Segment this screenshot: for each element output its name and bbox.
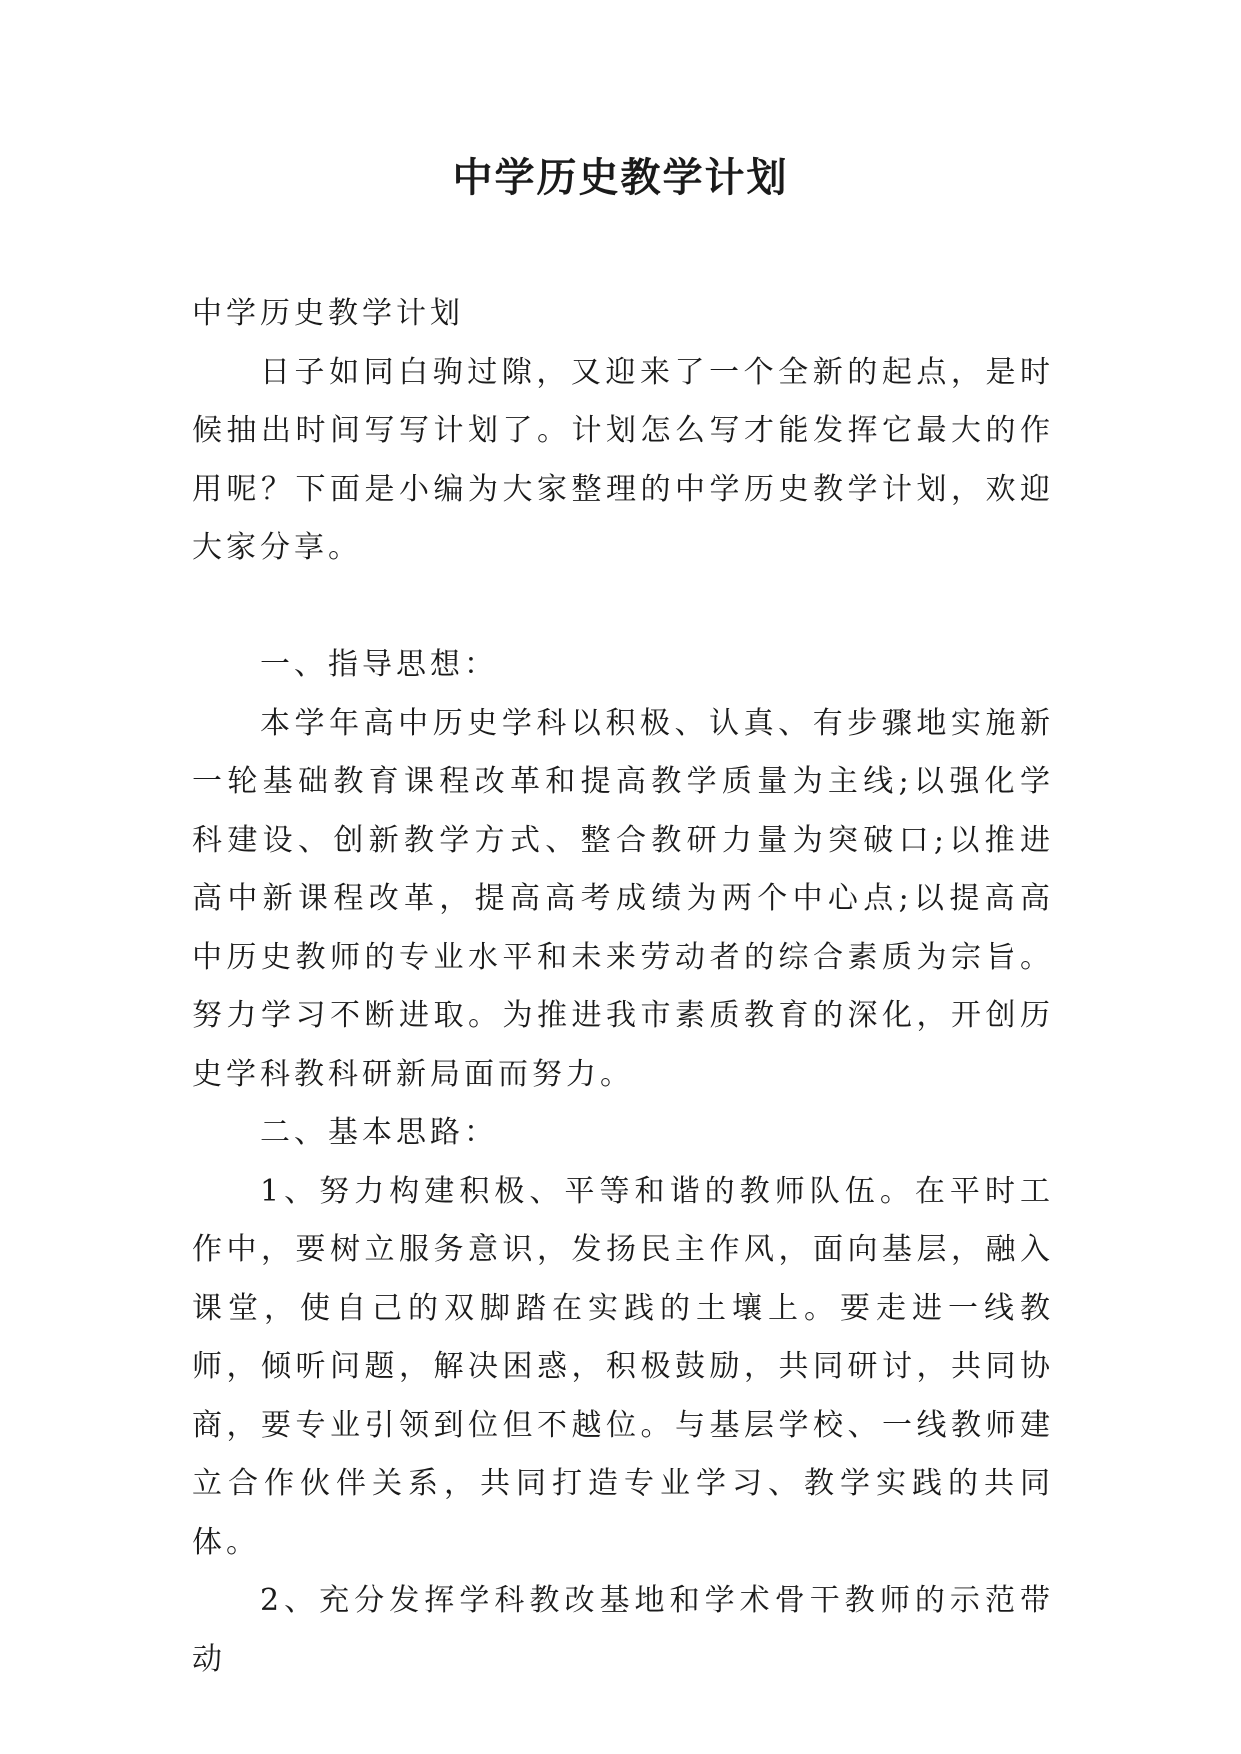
document-body — [192, 285, 1054, 1689]
section-paragraph-guiding-ideology: 本学年高中历史学科以积极、认真、有步骤地实施新一轮基础教育课程改革和提高教学质量为主线;以强化学科建设、创新教学方式、整合教研力量为突破口;以推进高中新课程改革，提高高考成绩为两个中心点;以提高高中历史教师的专业水平和未来劳动者的综合素质为宗旨。努力学习不断进取。为推进我市素质教育的深化，开创历史学科教科研新局面而努力。 — [192, 705, 1054, 1092]
document-title: 中学历史教学计划 — [452, 154, 789, 201]
list-item-1: 1、努力构建积极、平等和谐的教师队伍。在平时工作中，要树立服务意识，发扬民主作风，面向基层，融入课堂，使自己的双脚踏在实践的土壤上。要走进一线教师，倾听问题，解决困惑，积极鼓励，共同研讨，共同协商，要专业引领到位但不越位。与基层学校、一线教师建立合作伙伴关系，共同打造专业学习、教学实践的共同体。 — [192, 1173, 1054, 1560]
section-heading-basic-approach: 二、基本思路： — [260, 1115, 498, 1150]
document-subtitle: 中学历史教学计划 — [192, 296, 464, 331]
list-item-2: 2、充分发挥学科教改基地和学术骨干教师的示范带动 — [192, 1583, 1054, 1677]
intro-paragraph: 日子如同白驹过隙，又迎来了一个全新的起点，是时候抽出时间写写计划了。计划怎么写才能发挥它最大的作用呢？下面是小编为大家整理的中学历史教学计划，欢迎大家分享。 — [192, 354, 1054, 565]
section-heading-guiding-ideology: 一、指导思想： — [260, 647, 498, 682]
paragraph-spacer — [192, 578, 1054, 637]
